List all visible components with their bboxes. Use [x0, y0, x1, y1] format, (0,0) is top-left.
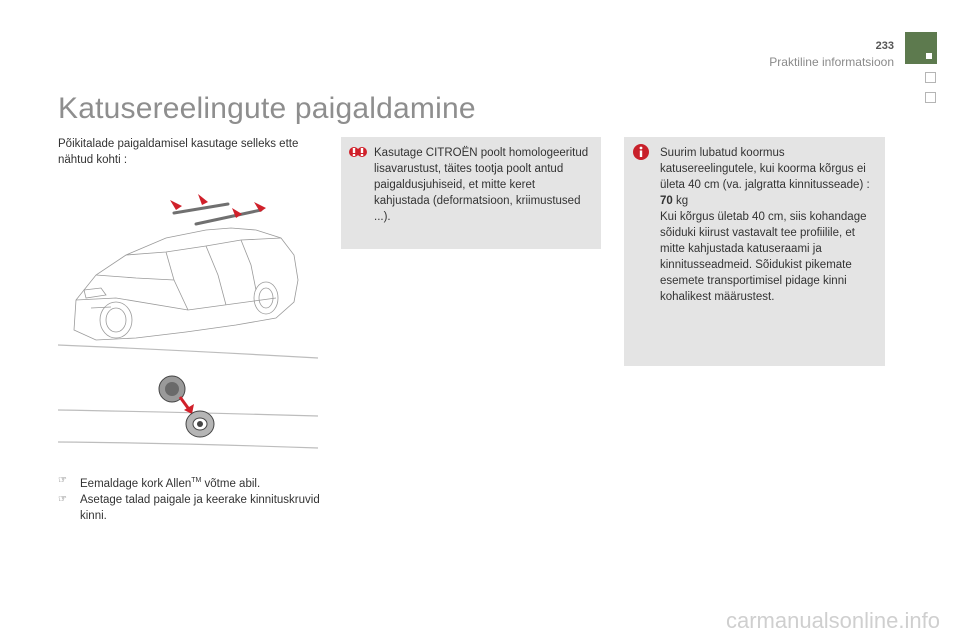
chapter-tab: [905, 32, 937, 64]
info-text: [660, 145, 880, 305]
trademark-superscript: TM: [191, 477, 202, 484]
exclamation-icon: [349, 143, 367, 161]
info-text-part: Suurim lubatud koormus katusereelingutele, kui koorma kõrgus ei ületa 40 cm (va. jalgratta kinnitusseade) :: [660, 147, 870, 191]
page-number: 233: [875, 40, 894, 52]
roof-bar-illustration: [56, 180, 320, 450]
info-icon: [632, 143, 650, 161]
load-unit: kg: [672, 195, 689, 207]
page-title: Katusereelingute paigaldamine: [58, 92, 476, 125]
nav-square: [925, 92, 936, 103]
section-title: Praktiline informatsioon: [769, 55, 894, 69]
pointer-hand-icon: ☞: [58, 475, 67, 486]
nav-square: [925, 72, 936, 83]
pointer-hand-icon: ☞: [58, 493, 67, 505]
load-value: 70: [660, 195, 673, 207]
warning-box: [341, 137, 601, 249]
warning-text: Kasutage CITROËN poolt homologeeritud lisavarustust, täites tootja poolt antud paigaldusjuhiseid, et mitte keret kahjustada (deformatsioon, kriimustused ...).: [374, 147, 589, 223]
info-text-part: Kui kõrgus ületab 40 cm, siis kohandage sõiduki kiirust vastavalt tee profiilile, et mitte kahjustada katuseraami ja kinnitusseadmeid. Sõidukist pikemate esemete transportimisel pidage kinni kohalikest määrustest.: [660, 211, 867, 303]
bullet-text: Eemaldage kork Allen: [80, 477, 192, 490]
footer-watermark: carmanualsonline.info: [725, 608, 940, 633]
info-box: [624, 137, 885, 366]
intro-text: Põikitalade paigaldamisel kasutage selleks ette nähtud kohti :: [58, 138, 299, 166]
list-item: [58, 492, 328, 524]
bullet-text: Asetage talad paigale ja keerake kinnituskruvid kinni.: [80, 493, 320, 522]
tab-marker: [926, 53, 932, 59]
list-item: [58, 473, 328, 492]
instruction-list: [58, 473, 328, 524]
bullet-text: võtme abil.: [201, 477, 261, 490]
